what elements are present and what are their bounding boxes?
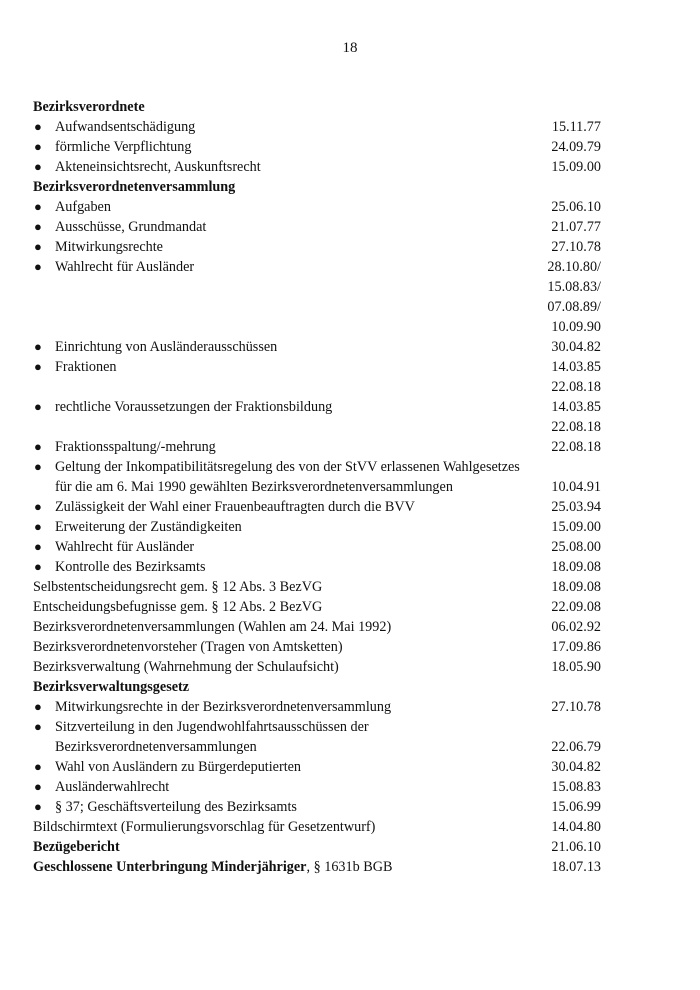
bullet-icon: ●: [34, 159, 42, 174]
entry-date: 14.04.80: [551, 819, 601, 835]
entry-date: 10.04.91: [551, 479, 601, 495]
entry-date: 07.08.89/: [547, 299, 601, 315]
entry-text: förmliche Verpflichtung: [55, 139, 192, 155]
entry-text: Kontrolle des Bezirksamts: [55, 559, 206, 575]
index-entry: [33, 577, 601, 597]
list-item: [33, 757, 601, 777]
entry-date: 22.08.18: [551, 379, 601, 395]
bullet-icon: ●: [34, 559, 42, 574]
list-item: [33, 137, 601, 157]
list-item: [33, 257, 601, 277]
bullet-icon: ●: [34, 519, 42, 534]
bullet-icon: ●: [34, 139, 42, 154]
index-entry: [33, 617, 601, 637]
list-item: [33, 737, 601, 757]
list-item: [33, 197, 601, 217]
index-entry: [33, 857, 601, 877]
entry-date: 17.09.86: [551, 639, 601, 655]
bullet-icon: ●: [34, 499, 42, 514]
entry-date: 10.09.90: [551, 319, 601, 335]
entry-text: Bezirksverordnetenversammlung: [33, 179, 236, 195]
list-item: [33, 497, 601, 517]
entry-text: Fraktionsspaltung/-mehrung: [55, 439, 216, 455]
list-item: [33, 297, 601, 317]
entry-text: Ausländerwahlrecht: [55, 779, 170, 795]
entry-text: Bezügebericht: [33, 839, 120, 855]
entry-text: Mitwirkungsrechte in der Bezirksverordnetenversammlung: [55, 699, 392, 715]
list-item: [33, 717, 601, 737]
entry-date: 27.10.78: [551, 699, 601, 715]
entry-date: 15.11.77: [551, 119, 601, 135]
list-item: [33, 457, 601, 477]
entry-text: Entscheidungsbefugnisse gem. § 12 Abs. 2 BezVG: [33, 599, 323, 615]
entry-date: 14.03.85: [551, 399, 601, 415]
bullet-icon: ●: [34, 439, 42, 454]
list-item: [33, 777, 601, 797]
entry-date: 18.09.08: [551, 559, 601, 575]
entry-date: 18.07.13: [551, 859, 601, 875]
list-item: [33, 117, 601, 137]
entry-text: rechtliche Voraussetzungen der Fraktionsbildung: [55, 399, 333, 415]
entry-date: 21.06.10: [551, 839, 601, 855]
list-item: [33, 477, 601, 497]
entry-text: Bezirksverordnetenversammlungen: [55, 739, 257, 755]
entry-text: Selbstentscheidungsrecht gem. § 12 Abs. 3 BezVG: [33, 579, 323, 595]
bullet-icon: ●: [34, 799, 42, 814]
list-item: [33, 437, 601, 457]
entry-date: 18.09.08: [551, 579, 601, 595]
list-item: [33, 337, 601, 357]
list-item: [33, 357, 601, 377]
entry-text: Einrichtung von Ausländerausschüssen: [55, 339, 278, 355]
entry-date: 24.09.79: [551, 139, 601, 155]
entry-text: Aufwandsentschädigung: [55, 119, 196, 135]
list-item: [33, 157, 601, 177]
entry-date: 22.06.79: [551, 739, 601, 755]
entry-text: Akteneinsichtsrecht, Auskunftsrecht: [55, 159, 261, 175]
bullet-icon: ●: [34, 699, 42, 714]
entry-text: Bildschirmtext (Formulierungsvorschlag für Gesetzentwurf): [33, 819, 376, 835]
entry-text: Bezirksverordnetenversammlungen (Wahlen am 24. Mai 1992): [33, 619, 392, 635]
bullet-icon: ●: [34, 339, 42, 354]
bullet-icon: ●: [34, 259, 42, 274]
entry-text: [33, 857, 392, 877]
entry-date: 30.04.82: [551, 759, 601, 775]
entry-date: 06.02.92: [551, 619, 601, 635]
index-entry: [33, 817, 601, 837]
entry-text: Bezirksverordnete: [33, 99, 145, 115]
page-number: 18: [342, 40, 358, 56]
list-item: [33, 697, 601, 717]
entry-text: Wahlrecht für Ausländer: [55, 259, 195, 275]
bullet-icon: ●: [34, 779, 42, 794]
list-item: [33, 377, 601, 397]
entry-text: Fraktionen: [55, 359, 117, 375]
entry-text: für die am 6. Mai 1990 gewählten Bezirksverordnetenversammlungen: [55, 479, 453, 495]
section-heading: [33, 97, 601, 117]
list-item: [33, 557, 601, 577]
bullet-icon: ●: [34, 459, 42, 474]
entry-date: 21.07.77: [551, 219, 601, 235]
entry-date: 22.08.18: [551, 439, 601, 455]
list-item: [33, 797, 601, 817]
index-list: [33, 97, 601, 877]
bullet-icon: ●: [34, 239, 42, 254]
entry-text: Aufgaben: [55, 199, 111, 215]
bullet-icon: ●: [34, 359, 42, 374]
entry-date: 25.03.94: [551, 499, 601, 515]
list-item: [33, 217, 601, 237]
section-heading: [33, 677, 601, 697]
list-item: [33, 517, 601, 537]
entry-date: 15.08.83/: [547, 279, 601, 295]
entry-text: Geltung der Inkompatibilitätsregelung des von der StVV erlassenen Wahlgesetzes: [55, 459, 520, 475]
list-item: [33, 237, 601, 257]
list-item: [33, 537, 601, 557]
entry-text: Erweiterung der Zuständigkeiten: [55, 519, 242, 535]
bullet-icon: ●: [34, 199, 42, 214]
entry-text: Bezirksverwaltung (Wahrnehmung der Schulaufsicht): [33, 659, 339, 675]
bullet-icon: ●: [34, 539, 42, 554]
entry-text: Bezirksverordnetenvorsteher (Tragen von Amtsketten): [33, 639, 343, 655]
list-item: [33, 397, 601, 417]
list-item: [33, 317, 601, 337]
index-entry: [33, 657, 601, 677]
entry-date: 22.09.08: [551, 599, 601, 615]
bullet-icon: ●: [34, 219, 42, 234]
entry-text: Wahlrecht für Ausländer: [55, 539, 195, 555]
entry-text: Wahl von Ausländern zu Bürgerdeputierten: [55, 759, 302, 775]
bullet-icon: ●: [34, 119, 42, 134]
index-entry: [33, 637, 601, 657]
entry-date: 22.08.18: [551, 419, 601, 435]
entry-text: Mitwirkungsrechte: [55, 239, 163, 255]
list-item: [33, 417, 601, 437]
entry-date: 28.10.80/: [547, 259, 601, 275]
index-entry: [33, 597, 601, 617]
entry-text-rest: , § 1631b BGB: [306, 859, 393, 875]
entry-date: 25.06.10: [551, 199, 601, 215]
entry-text: Ausschüsse, Grundmandat: [55, 219, 207, 235]
entry-text-bold: Geschlossene Unterbringung Minderjähriger: [33, 859, 307, 875]
entry-text: Zulässigkeit der Wahl einer Frauenbeauftragten durch die BVV: [55, 499, 415, 515]
section-heading: [33, 177, 601, 197]
bullet-icon: ●: [34, 399, 42, 414]
entry-date: 15.08.83: [551, 779, 601, 795]
entry-date: 18.05.90: [551, 659, 601, 675]
entry-date: 15.06.99: [551, 799, 601, 815]
entry-text: § 37; Geschäftsverteilung des Bezirksamts: [55, 799, 297, 815]
list-item: [33, 277, 601, 297]
section-heading: [33, 837, 601, 857]
entry-date: 14.03.85: [551, 359, 601, 375]
entry-date: 25.08.00: [551, 539, 601, 555]
entry-date: 15.09.00: [551, 159, 601, 175]
entry-date: 30.04.82: [551, 339, 601, 355]
bullet-icon: ●: [34, 759, 42, 774]
entry-date: 15.09.00: [551, 519, 601, 535]
entry-date: 27.10.78: [551, 239, 601, 255]
entry-text: Bezirksverwaltungsgesetz: [33, 679, 190, 695]
entry-text: Sitzverteilung in den Jugendwohlfahrtsausschüssen der: [55, 719, 369, 735]
bullet-icon: ●: [34, 719, 42, 734]
